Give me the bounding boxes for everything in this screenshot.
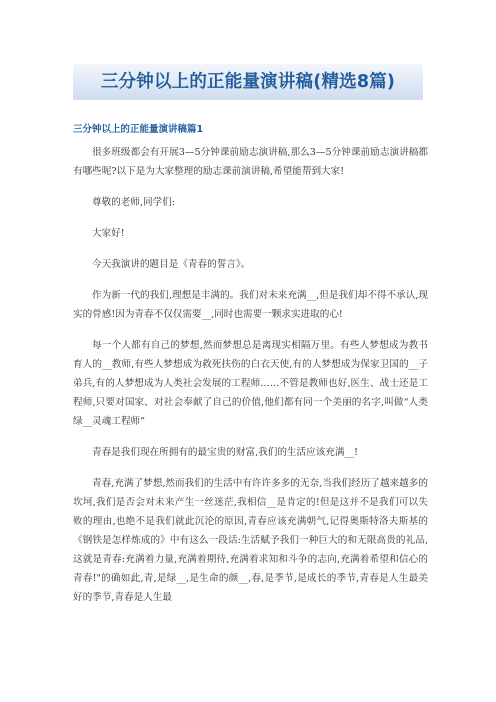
paragraph-topic: 今天我演讲的题目是《青春的誓言》。 (92, 259, 251, 270)
paragraph-youth: 青春,充满了梦想,然而我们的生活中有许许多多的无奈,当我们经历了越来越多的坎坷,我们是否会对未来产生一丝迷茫,我相信__是肯定的!但是这并不是我们可以失败的理由,也绝不是我们就此沉沦的原因,青春应该充满朝气,记得奥斯特洛夫斯基的《钢铁是怎样炼成的》中有这么一段话:生活赋予我们一种巨大的和无限高贵的礼品,这就是青春:充满着力量,充满着期待,充满着求知和斗争的志向,充满着希望和信心的青春!"的确如此,青,是绿__,是生命的颜__,春,是季节,是成长的季节,青春是人生最美好的季节,青春是人生最 (73, 478, 428, 603)
document-body (73, 143, 428, 607)
paragraph-treasure: 青春是我们现在所拥有的最宝贵的财富,我们的生活应该充满__! (92, 447, 358, 458)
section-heading: 三分钟以上的正能量演讲稿篇1 (73, 124, 204, 135)
paragraph-salutation: 尊敬的老师,同学们: (92, 197, 176, 208)
document-title: 三分钟以上的正能量演讲稿(精选8篇) (100, 72, 396, 92)
paragraph-intro: 很多班级都会有开展3—5分钟课前励志演讲稿,那么3—5分钟课前励志演讲稿都有哪些呢?以下是为大家整理的励志课前演讲稿,希望能帮到大家! (73, 147, 428, 177)
paragraph-dreams: 每一个人都有自己的梦想,然而梦想总是离现实相隔万里。有些人梦想成为教书育人的__教师,有些人梦想成为救死扶伤的白衣天使,有的人梦想成为保家卫国的__子弟兵,有的人梦想成为人类社会发展的工程师……不管是教师也好,医生、战士还是工程师,只要对国家、对社会奉献了自己的价值,他们都有同一个美丽的名字,叫做“人类绿__灵魂工程师” (73, 340, 428, 427)
paragraph-ideals: 作为新一代的我们,理想是丰满的。我们对未来充满__,但是我们却不得不承认,现实的骨感!因为青春不仅仅需要__,同时也需要一颗求实进取的心! (73, 290, 428, 320)
paragraph-greeting: 大家好! (92, 228, 125, 239)
